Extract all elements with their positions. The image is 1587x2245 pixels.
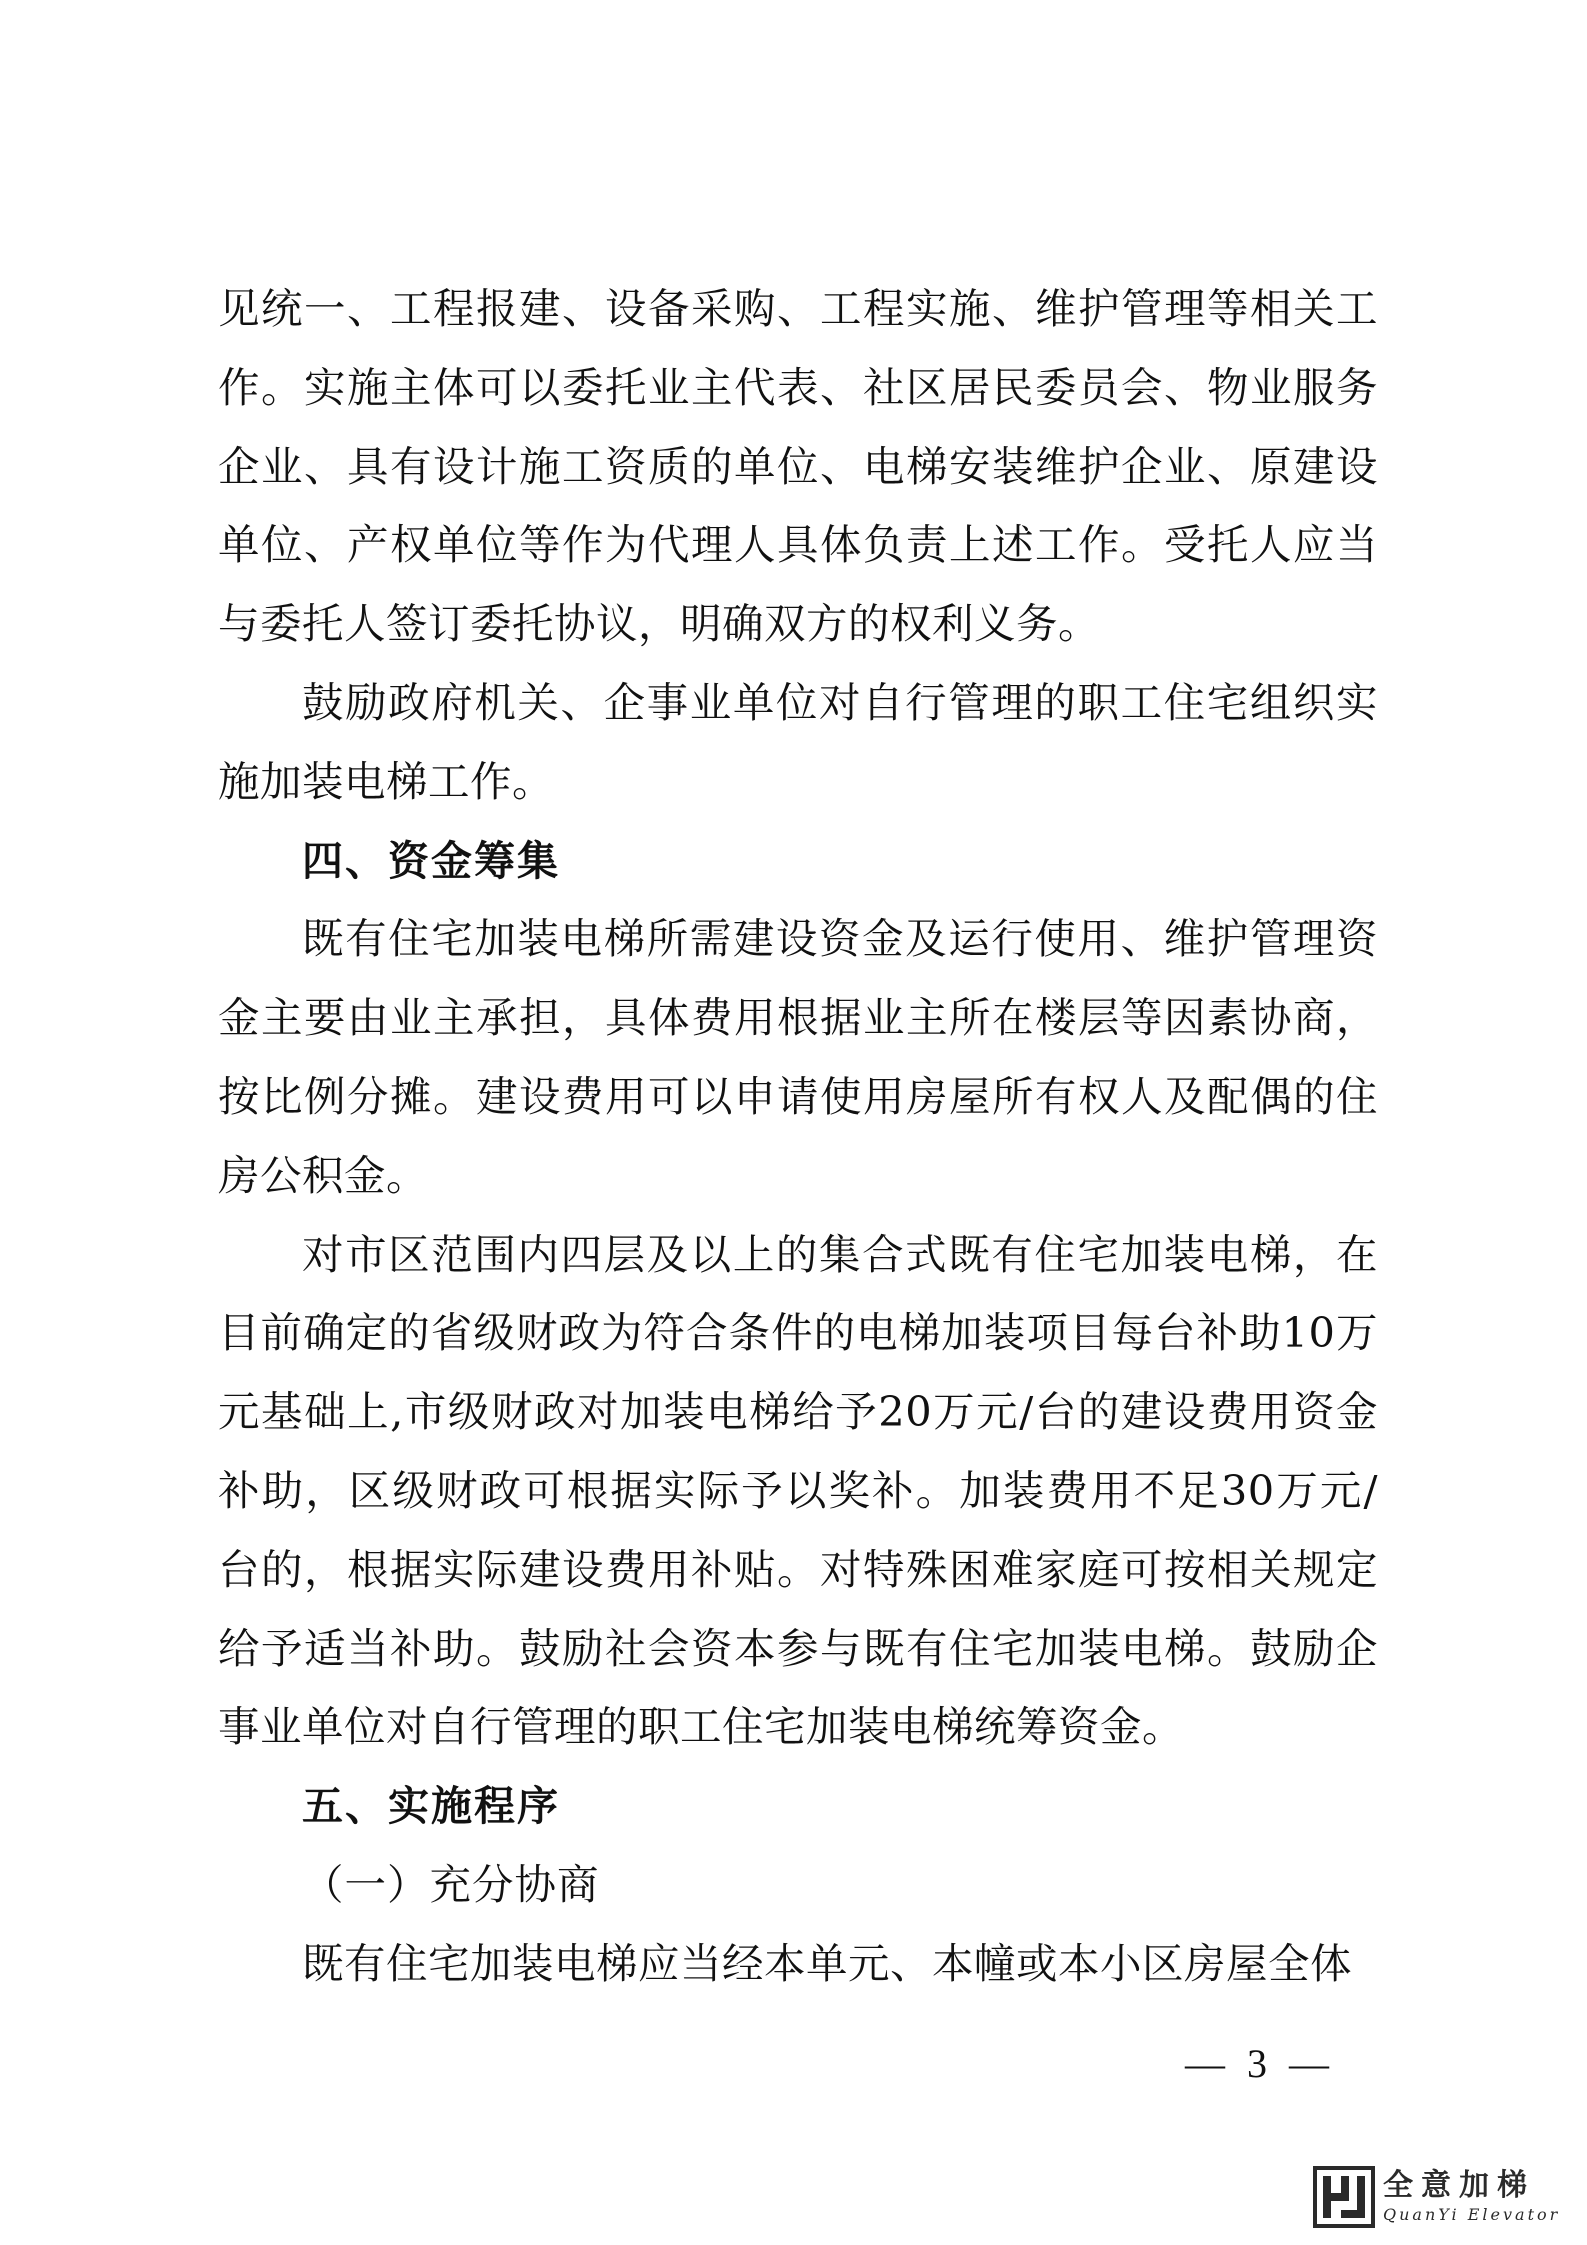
- watermark-text: [1383, 2168, 1560, 2226]
- watermark-subtitle: QuanYi Elevator: [1383, 2205, 1561, 2224]
- document-body: [218, 270, 1378, 2004]
- section-heading: 四、资金筹集: [302, 836, 560, 885]
- watermark-logo: [1313, 2161, 1573, 2233]
- paragraph: 对市区范围内四层及以上的集合式既有住宅加装电梯，在目前确定的省级财政为符合条件的电梯加装项目每台补助10万元基础上,市级财政对加装电梯给予20万元/台的建设费用资金补助，区级财政可根据实际予以奖补。加装费用不足30万元/台的，根据实际建设费用补贴。对特殊困难家庭可按相关规定给予适当补助。鼓励社会资本参与既有住宅加装电梯。鼓励企事业单位对自行管理的职工住宅加装电梯统筹资金。: [218, 1229, 1378, 1752]
- paragraph: 鼓励政府机关、企事业单位对自行管理的职工住宅组织实施加装电梯工作。: [218, 677, 1378, 806]
- paragraph: 见统一、工程报建、设备采购、工程实施、维护管理等相关工作。实施主体可以委托业主代表、社区居民委员会、物业服务企业、具有设计施工资质的单位、电梯安装维护企业、原建设单位、产权单位等作为代理人具体负责上述工作。受托人应当与委托人签订委托协议，明确双方的权利义务。: [218, 284, 1378, 649]
- section-heading: 五、实施程序: [302, 1782, 560, 1831]
- paragraph: 既有住宅加装电梯所需建设资金及运行使用、维护管理资金主要由业主承担，具体费用根据业主所在楼层等因素协商，按比例分摊。建设费用可以申请使用房屋所有权人及配偶的住房公积金。: [218, 914, 1378, 1200]
- watermark-title: 全意加梯: [1383, 2168, 1535, 2203]
- paragraph: 既有住宅加装电梯应当经本单元、本幢或本小区房屋全体: [302, 1938, 1353, 1988]
- subsection-heading: （一）充分协商: [302, 1859, 600, 1909]
- qy-logo-icon: [1313, 2166, 1375, 2228]
- page-number: — 3 —: [1185, 2041, 1335, 2086]
